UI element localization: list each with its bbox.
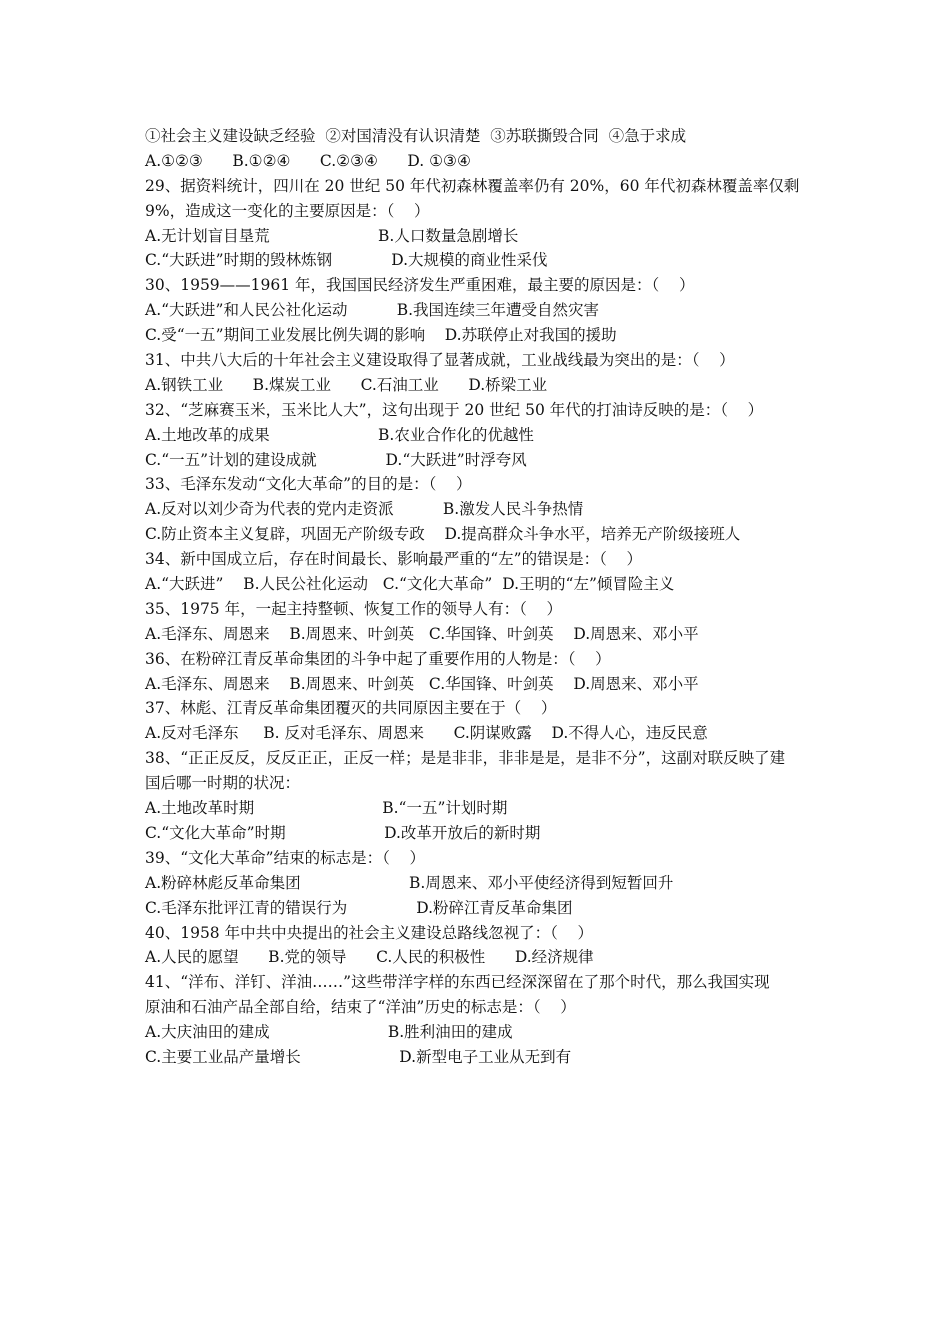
text-line: A.土地改革的成果 B.农业合作化的优越性 [145,425,534,444]
text-line: A.大庆油田的建成 B.胜利油田的建成 [145,1023,513,1042]
text-line: 37、林彪、江青反革命集团覆灭的共同原因主要在于（ ） [145,699,557,718]
text-line: 39、“文化大革命”结束的标志是：（ ） [145,848,426,867]
text-line: 29、据资料统计，四川在 20 世纪 50 年代初森林覆盖率仍有 20%，60 年代初森林覆盖率仅剩 [145,176,800,195]
text-line: C.“一五”计划的建设成就 D.“大跃进”时浮夸风 [145,450,527,469]
text-line: A.钢铁工业 B.煤炭工业 C.石油工业 D.桥梁工业 [145,375,548,394]
text-line: 国后哪一时期的状况： [145,774,301,793]
text-line: A.粉碎林彪反革命集团 B.周恩来、邓小平使经济得到短暂回升 [145,873,674,892]
text-line: A.毛泽东、周恩来 B.周恩来、叶剑英 C.华国锋、叶剑英 D.周恩来、邓小平 [145,624,699,643]
text-line: A.反对毛泽东 B. 反对毛泽东、周恩来 C.阴谋败露 D.不得人心，违反民意 [145,724,708,743]
text-line: A.无计划盲目垦荒 B.人口数量急剧增长 [145,226,519,245]
text-line: A.毛泽东、周恩来 B.周恩来、叶剑英 C.华国锋、叶剑英 D.周恩来、邓小平 [145,674,699,693]
text-line: 33、毛泽东发动“文化大革命”的目的是：（ ） [145,475,472,494]
text-line: 34、新中国成立后，存在时间最长、影响最严重的“左”的错误是：（ ） [145,550,643,569]
text-line: C.主要工业品产量增长 D.新型电子工业从无到有 [145,1047,572,1066]
text-line: 36、在粉碎江青反革命集团的斗争中起了重要作用的人物是：（ ） [145,649,611,668]
text-line: 32、“芝麻赛玉米，玉米比人大”，这句出现于 20 世纪 50 年代的打油诗反映的是：（ ） [145,400,764,419]
text-line: C.受“一五”期间工业发展比例失调的影响 D.苏联停止对我国的援助 [145,326,617,345]
text-line: A.人民的愿望 B.党的领导 C.人民的积极性 D.经济规律 [145,948,594,967]
text-line: 30、1959——1961 年，我国国民经济发生严重困难，最主要的原因是：（ ） [145,276,695,295]
text-line: 31、中共八大后的十年社会主义建设取得了显著成就，工业战线最为突出的是：（ ） [145,351,735,370]
text-line: A.反对以刘少奇为代表的党内走资派 B.激发人民斗争热情 [145,500,584,519]
text-line: A.①②③ B.①②④ C.②③④ D. ①③④ [145,151,471,170]
question-text-block [145,124,825,1070]
text-line: C.“大跃进”时期的毁林炼钢 D.大规模的商业性采伐 [145,251,548,270]
text-line: A.“大跃进”和人民公社化运动 B.我国连续三年遭受自然灾害 [145,301,600,320]
text-line: 40、1958 年中共中央提出的社会主义建设总路线忽视了：（ ） [145,923,594,942]
text-line: C.“文化大革命”时期 D.改革开放后的新时期 [145,823,541,842]
text-line: 9%，造成这一变化的主要原因是：（ ） [145,201,430,220]
text-line: 38、“正正反反，反反正正，正反一样；是是非非，非非是是，是非不分”，这副对联反映了建 [145,749,786,768]
text-line: 41、“洋布、洋钉、洋油……”这些带洋字样的东西已经深深留在了那个时代，那么我国实现 [145,973,770,992]
text-line: 原油和石油产品全部自给，结束了“洋油”历史的标志是：（ ） [145,998,576,1017]
text-line: C.毛泽东批评江青的错误行为 D.粉碎江青反革命集团 [145,898,573,917]
text-line: 35、1975 年，一起主持整顿、恢复工作的领导人有：（ ） [145,599,563,618]
text-line: A.土地改革时期 B.“一五”计划时期 [145,799,508,818]
text-line: ①社会主义建设缺乏经验 ②对国清没有认识清楚 ③苏联撕毁合同 ④急于求成 [145,127,687,145]
text-line: A.“大跃进” B.人民公社化运动 C.“文化大革命” D.王明的“左”倾冒险主义 [145,575,675,594]
text-line: C.防止资本主义复辟，巩固无产阶级专政 D.提高群众斗争水平，培养无产阶级接班人 [145,525,741,544]
